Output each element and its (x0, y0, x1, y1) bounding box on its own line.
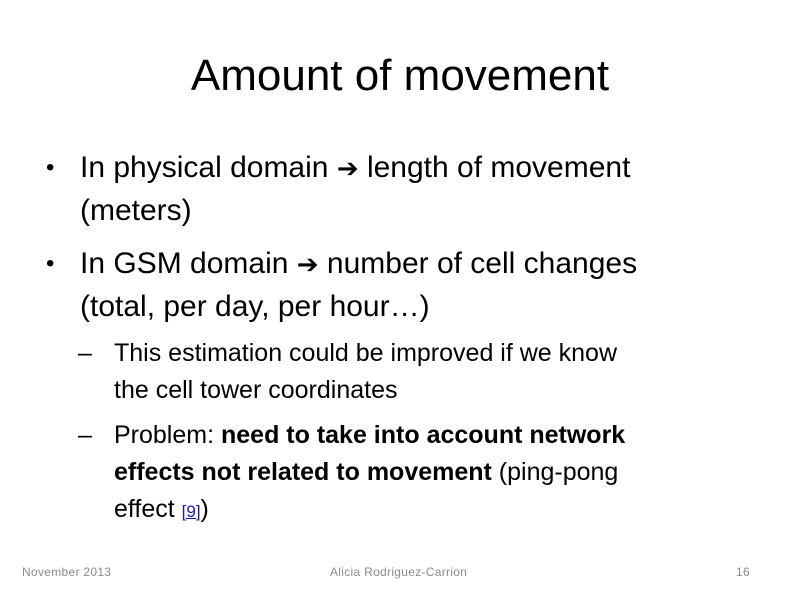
problem-label: Problem: (114, 421, 221, 449)
bullet-text-line2: (meters) (80, 194, 192, 227)
subbullet-text-line2: the cell tower coordinates (114, 376, 398, 404)
footer-page-number: 16 (736, 565, 750, 579)
right-arrow-icon: ➔ (336, 154, 359, 184)
problem-bold-text-cont: effects not related to movement (114, 458, 492, 486)
subbullet-marker: – (78, 339, 92, 367)
slide-title: Amount of movement (190, 51, 610, 100)
bullet-text-before-arrow: In physical domain (80, 151, 337, 184)
reference-link[interactable]: [9] (181, 502, 201, 521)
subbullet-text-line2 (114, 454, 618, 491)
right-arrow-icon: ➔ (296, 250, 319, 280)
subbullet-text-line1: This estimation could be improved if we know (114, 339, 618, 367)
problem-bold-text: need to take into account network (220, 421, 626, 449)
subbullet-text-line1 (114, 417, 625, 454)
bullet-text-before-arrow: In GSM domain (80, 247, 297, 280)
subbullet-text-line3 (114, 491, 209, 530)
closing-paren: ) (200, 495, 209, 523)
bullet-text-after-arrow: number of cell changes (318, 247, 638, 280)
bullet-gsm-domain (46, 242, 766, 328)
bullet-physical-domain (46, 146, 766, 232)
bullet-text-after-arrow: length of movement (358, 151, 631, 184)
bullet-text-line2: (total, per day, per hour…) (80, 290, 430, 323)
bullet-text-line1 (80, 146, 630, 191)
footer-author: Alicia Rodriguez-Carrion (330, 565, 468, 579)
bullet-marker: • (46, 250, 55, 277)
subbullet-marker: – (78, 421, 92, 449)
bullet-marker: • (46, 154, 55, 181)
effect-text: effect (114, 495, 182, 523)
footer-date: November 2013 (22, 565, 112, 579)
subbullet-problem (78, 417, 778, 528)
subbullet-estimation (78, 335, 778, 409)
ping-pong-text: (ping-pong (491, 458, 619, 486)
bullet-text-line1 (80, 242, 637, 287)
